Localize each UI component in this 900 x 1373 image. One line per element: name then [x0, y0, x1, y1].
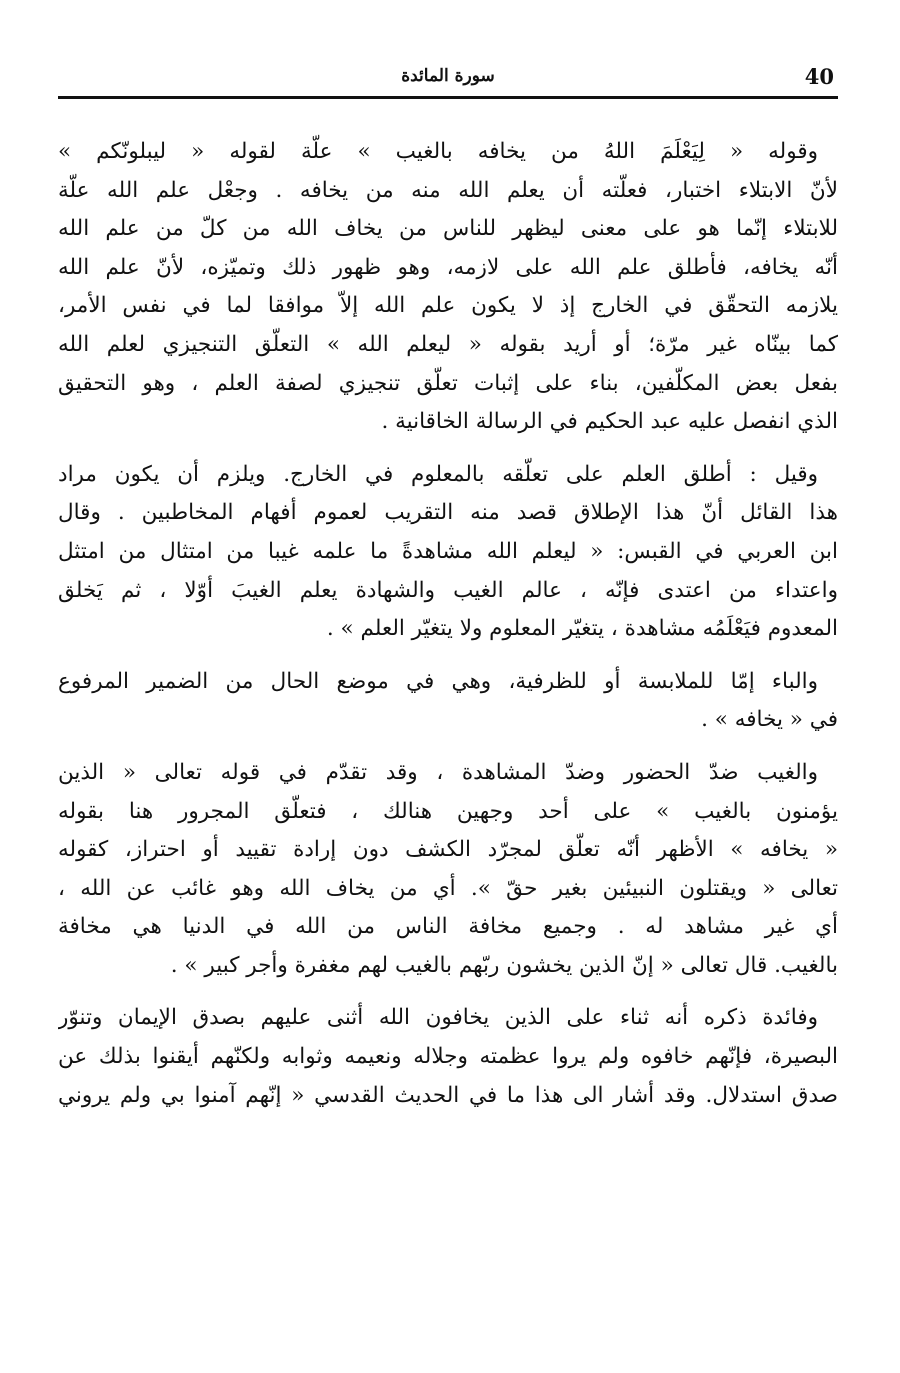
running-title: سورة المائدة [401, 66, 495, 86]
text-line: ابن العربي في القبس: « ليعلم الله مشاهدةً ما علمه غيبا من امتثال من امتثل [58, 538, 838, 564]
paragraph-ghayb [58, 754, 838, 986]
page-body [58, 133, 838, 1115]
text-line: الذي انفصل عليه عبد الحكيم في الرسالة الخاقانية . [381, 409, 838, 435]
page-number: 40 [804, 64, 834, 89]
text-line: وقوله « لِيَعْلَمَ اللهُ من يخافه بالغيب » علّة لقوله « ليبلونّكم » [58, 139, 818, 164]
text-line: كما بينّاه غير مرّة؛ أو أريد بقوله « ليعلم الله » التعلّق التنجيزي لعلم الله [58, 331, 838, 357]
text-line: وقيل : أطلق العلم على تعلّقه بالمعلوم في الخارج. ويلزم أن يكون مراد [58, 461, 818, 487]
text-line: والغيب ضدّ الحضور وضدّ المشاهدة ، وقد تقدّم في قوله تعالى « الذين [58, 759, 818, 785]
text-line: بالغيب. قال تعالى « إنّ الذين يخشون ربّهم بالغيب لهم مغفرة وأجر كبير » . [170, 952, 838, 978]
text-line: البصيرة، فإنّهم خافوه ولم يروا عظمته وجلاله ونعيمه وثوابه ولكنّهم أيقنوا بذلك عن [58, 1044, 838, 1070]
text-line: لأنّ الابتلاء اختبار، فعلّته أن يعلم الله منه من يخافه . وجعْل علم الله علّة [58, 177, 838, 203]
text-line: تعالى « ويقتلون النبيئين بغير حقّ ». أي من يخاف الله وهو غائب عن الله ، [58, 875, 838, 901]
text-line: يؤمنون بالغيب » على أحد وجهين هنالك ، فتعلّق المجرور هنا بقوله [58, 798, 838, 824]
text-line: هذا القائل أنّ هذا الإطلاق قصد منه التقريب لعموم أفهام المخاطبين . وقال [58, 500, 838, 526]
page-header [58, 60, 838, 99]
text-line: وفائدة ذكره أنه ثناء على الذين يخافون الله أثنى عليهم بصدق الإيمان وتنوّر [58, 1005, 818, 1031]
text-line: أنّه يخافه، فأطلق علم الله على لازمه، وهو ظهور ذلك وتميّزه، لأنّ علم الله [58, 254, 838, 280]
text-line: « يخافه » الأظهر أنّه تعلّق لمجرّد الكشف دون إرادة تقييد أو احتراز، كقوله [58, 837, 838, 863]
book-page [58, 60, 838, 1129]
text-line: في « يخافه » . [701, 707, 838, 733]
text-line: صدق استدلال. وقد أشار الى هذا ما في الحديث القدسي « إنّهم آمنوا بي ولم يروني [58, 1082, 838, 1108]
paragraph-baa [58, 663, 838, 740]
text-line: والباء إمّا للملابسة أو للظرفية، وهي في موضع الحال من الضمير المرفوع [58, 668, 818, 694]
text-line: المعدوم فيَعْلَمُه مشاهدة ، يتغيّر المعلوم ولا يتغيّر العلم » . [326, 616, 838, 642]
text-line: بفعل بعض المكلّفين، بناء على إثبات تعلّق تنجيزي لصفة العلم ، وهو التحقيق [58, 370, 838, 396]
text-line: أي غير مشاهد له . وجميع مخافة الناس من الله في الدنيا هي مخافة [58, 914, 838, 940]
text-line: واعتداء من اعتدى فإنّه ، عالم الغيب والشهادة يعلم الغيبَ أوّلا ، ثم يَخلق [58, 577, 838, 603]
paragraph-faida [58, 999, 838, 1115]
paragraph-qila [58, 456, 838, 649]
paragraph-ibtila [58, 133, 838, 442]
text-line: يلازمه التحقّق في الخارج إذ لا يكون علم الله إلاّ موافقا لما في نفس الأمر، [58, 293, 838, 319]
text-line: للابتلاء إنّما هو على معنى ليظهر للناس من يخاف الله من كلّ من علم الله [58, 216, 838, 242]
